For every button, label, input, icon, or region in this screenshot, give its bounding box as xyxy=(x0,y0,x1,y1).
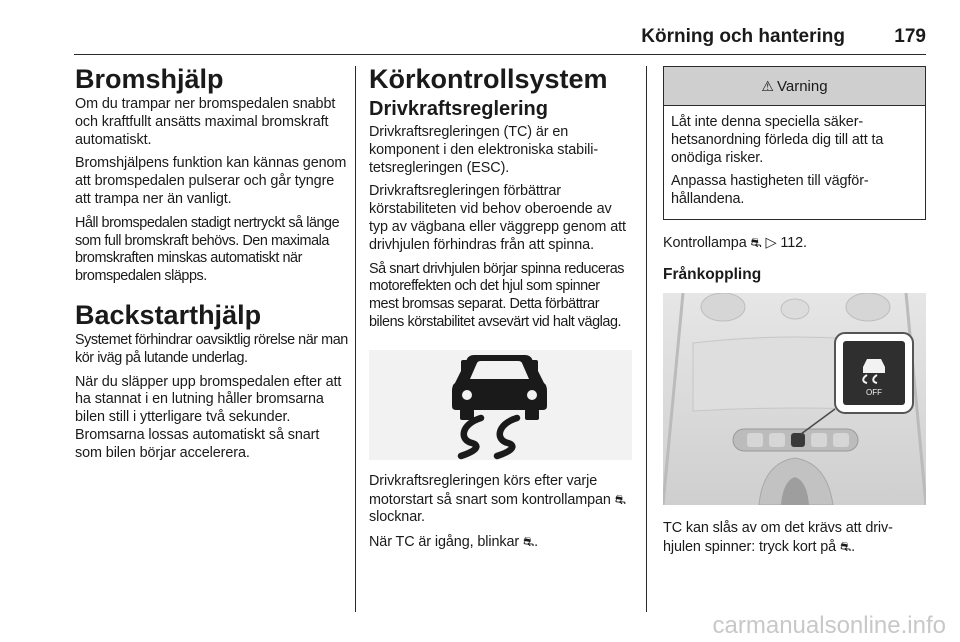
warning-box xyxy=(663,66,926,220)
column-3 xyxy=(663,62,926,562)
off-label: OFF xyxy=(866,387,882,397)
paragraph: Drivkraftsregleringen (TC) är en komponent i den elektroniska stabili-tetsregleringen (ESC). xyxy=(369,124,599,176)
page-reference-icon: ▷ xyxy=(765,234,777,251)
column-divider xyxy=(355,66,356,612)
paragraph: Kontrollampa ⛐ ▷ 112. xyxy=(663,234,807,251)
paragraph: Håll bromspedalen stadigt nertryckt så länge som full bromskraft behövs. Den maximala bromskraften minskas automatiskt när bromspedalen släpps. xyxy=(75,214,340,285)
subsection-heading-traction-control: Drivkraftsreglering xyxy=(369,98,548,120)
header-rule xyxy=(74,54,926,55)
paragraph: TC kan slås av om det krävs att driv-hjulen spinner: tryck kort på ⛐. xyxy=(663,519,893,555)
section-heading-driving-control-systems: Körkontrollsystem xyxy=(369,64,608,94)
traction-control-figure xyxy=(369,350,632,460)
section-heading-brake-assist: Bromshjälp xyxy=(75,64,224,94)
subsection-heading-deactivation: Frånkoppling xyxy=(663,265,762,283)
warning-body xyxy=(664,106,925,219)
paragraph: Så snart drivhjulen börjar spinna reduceras motoreffekten och det hjul som spinner mest bromsas separat. Detta förbättrar bilens körstabilitet avsevärt vid halt väglag. xyxy=(369,260,625,330)
page-number: 179 xyxy=(894,26,926,47)
page-reference-link[interactable]: 112. xyxy=(780,234,807,251)
traction-control-icon: ⛐ xyxy=(614,491,626,507)
traction-control-icon: ⛐ xyxy=(839,538,852,554)
running-header-title: Körning och hantering xyxy=(641,26,845,47)
column-2 xyxy=(369,62,632,558)
watermark: carmanualsonline.info xyxy=(712,612,946,639)
warning-title: Varning xyxy=(776,77,828,95)
warning-header xyxy=(664,67,925,106)
paragraph: Bromshjälpens funktion kan kännas genom att bromspedalen pulserar och går tyngre att trampa ner än vanligt. xyxy=(75,155,347,207)
center-console-figure xyxy=(663,293,926,505)
section-heading-hill-start-assist: Backstarthjälp xyxy=(75,299,262,330)
paragraph: När du släpper upp bromspedalen efter att ha stannat i en lutning håller bromsarna bilen still i ytterligare två sekunder. Bromsarna lossas automatiskt så snart som bilen börjar accelerera. xyxy=(75,373,342,461)
column-divider xyxy=(646,66,647,612)
warning-triangle-icon: ⚠ xyxy=(761,77,774,94)
paragraph: När TC är igång, blinkar ⛐. xyxy=(369,534,539,551)
warning-paragraph: Anpassa hastigheten till vägför-hållandena. xyxy=(671,173,869,208)
paragraph: Drivkraftsregleringen förbättrar körstabiliteten vid behov oberoende av typ av vägbana eller väggrepp genom att drivhjulen förhindras från att spinna. xyxy=(369,183,626,253)
traction-control-icon: ⛐ xyxy=(523,534,535,550)
warning-paragraph: Låt inte denna speciella säker-hetsanordning förleda dig till att ta onödiga risker. xyxy=(671,114,884,166)
paragraph: Drivkraftsregleringen körs efter varje motorstart så snart som kontrollampan ⛐ slocknar. xyxy=(369,472,626,526)
column-1 xyxy=(75,62,350,469)
traction-control-icon: ⛐ xyxy=(750,234,762,250)
paragraph: Om du trampar ner bromspedalen snabbt och kraftfullt ansätts maximal bromskraft automatiskt. xyxy=(75,96,336,148)
paragraph: Systemet förhindrar oavsiktlig rörelse när man kör iväg på lutande underlag. xyxy=(75,331,348,366)
